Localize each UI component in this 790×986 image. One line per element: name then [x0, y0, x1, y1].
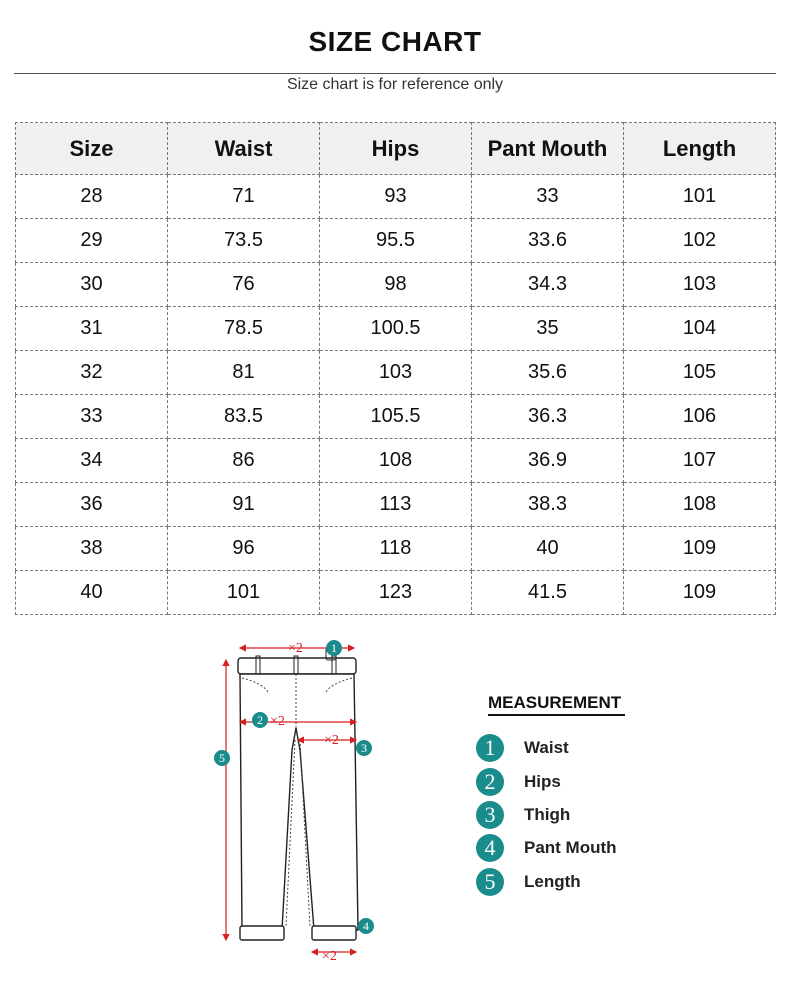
- legend-item-length: [476, 868, 666, 898]
- table-row: [16, 175, 776, 219]
- hips-multiplier: ×2: [270, 714, 285, 729]
- table-cell: 109: [624, 571, 776, 615]
- table-cell: 34: [16, 439, 168, 483]
- table-cell: 103: [320, 351, 472, 395]
- marker-5-text: 5: [219, 751, 225, 765]
- table-cell: 108: [624, 483, 776, 527]
- table-cell: 100.5: [320, 307, 472, 351]
- table-cell: 102: [624, 219, 776, 263]
- table-cell: 31: [16, 307, 168, 351]
- table-cell: 98: [320, 263, 472, 307]
- header-waist: Waist: [168, 123, 320, 175]
- table-cell: 103: [624, 263, 776, 307]
- table-cell: 35.6: [472, 351, 624, 395]
- legend-number-1: 1: [476, 734, 504, 762]
- table-cell: 40: [472, 527, 624, 571]
- table-cell: 104: [624, 307, 776, 351]
- table-cell: 36.9: [472, 439, 624, 483]
- table-row: [16, 527, 776, 571]
- marker-4-text: 4: [363, 919, 369, 933]
- table-cell: 71: [168, 175, 320, 219]
- header-pant-mouth: Pant Mouth: [472, 123, 624, 175]
- table-row: [16, 307, 776, 351]
- legend-label-hips: Hips: [524, 772, 561, 791]
- table-row: [16, 483, 776, 527]
- pants-diagram: [196, 630, 396, 970]
- table-row: [16, 395, 776, 439]
- legend-item-pant-mouth: [476, 834, 666, 864]
- marker-1-text: 1: [331, 641, 337, 655]
- table-row: [16, 571, 776, 615]
- table-cell: 101: [624, 175, 776, 219]
- table-cell: 105.5: [320, 395, 472, 439]
- size-table: [15, 122, 776, 615]
- pants-illustration: [196, 630, 396, 970]
- table-header-row: [16, 123, 776, 175]
- table-cell: 108: [320, 439, 472, 483]
- page-subtitle: Size chart is for reference only: [286, 76, 504, 93]
- legend-number-3: 3: [476, 801, 504, 829]
- table-cell: 105: [624, 351, 776, 395]
- marker-2-text: 2: [257, 713, 263, 727]
- table-cell: 81: [168, 351, 320, 395]
- waist-multiplier: ×2: [288, 641, 303, 656]
- legend-label-thigh: Thigh: [524, 805, 571, 824]
- table-cell: 106: [624, 395, 776, 439]
- pant-mouth-multiplier: ×2: [322, 949, 337, 964]
- table-cell: 123: [320, 571, 472, 615]
- legend-label-length: Length: [524, 872, 581, 891]
- table-cell: 41.5: [472, 571, 624, 615]
- table-cell: 38: [16, 527, 168, 571]
- measurement-legend: [470, 690, 670, 910]
- page-title: SIZE CHART: [308, 26, 482, 57]
- legend-label-waist: Waist: [524, 738, 569, 757]
- table-cell: 33.6: [472, 219, 624, 263]
- table-body: [16, 175, 776, 615]
- legend-item-thigh: [476, 801, 666, 831]
- header-hips: Hips: [320, 123, 472, 175]
- table-cell: 73.5: [168, 219, 320, 263]
- table-cell: 91: [168, 483, 320, 527]
- table-cell: 35: [472, 307, 624, 351]
- thigh-multiplier: ×2: [324, 733, 339, 748]
- table-cell: 28: [16, 175, 168, 219]
- table-cell: 33: [16, 395, 168, 439]
- table-cell: 36.3: [472, 395, 624, 439]
- title-divider: [14, 73, 776, 74]
- table-cell: 29: [16, 219, 168, 263]
- legend-number-5: 5: [476, 868, 504, 896]
- header-length: Length: [624, 123, 776, 175]
- legend-number-4: 4: [476, 834, 504, 862]
- legend-title: MEASUREMENT: [488, 693, 625, 716]
- table-cell: 113: [320, 483, 472, 527]
- header-size: Size: [16, 123, 168, 175]
- table-cell: 96: [168, 527, 320, 571]
- table-cell: 118: [320, 527, 472, 571]
- table-cell: 83.5: [168, 395, 320, 439]
- table-row: [16, 263, 776, 307]
- table-row: [16, 219, 776, 263]
- table-cell: 101: [168, 571, 320, 615]
- legend-item-waist: [476, 734, 666, 764]
- table-cell: 93: [320, 175, 472, 219]
- table-cell: 109: [624, 527, 776, 571]
- table-cell: 30: [16, 263, 168, 307]
- pants-outline: [238, 658, 358, 940]
- legend-number-2: 2: [476, 768, 504, 796]
- table-cell: 86: [168, 439, 320, 483]
- table-cell: 34.3: [472, 263, 624, 307]
- table-cell: 107: [624, 439, 776, 483]
- table-cell: 40: [16, 571, 168, 615]
- table-cell: 36: [16, 483, 168, 527]
- table-cell: 78.5: [168, 307, 320, 351]
- table-cell: 76: [168, 263, 320, 307]
- table-cell: 32: [16, 351, 168, 395]
- marker-3-text: 3: [361, 741, 367, 755]
- table-row: [16, 351, 776, 395]
- table-row: [16, 439, 776, 483]
- table-cell: 95.5: [320, 219, 472, 263]
- table-cell: 38.3: [472, 483, 624, 527]
- table-cell: 33: [472, 175, 624, 219]
- legend-item-hips: [476, 768, 666, 798]
- legend-label-pant-mouth: Pant Mouth: [524, 838, 617, 857]
